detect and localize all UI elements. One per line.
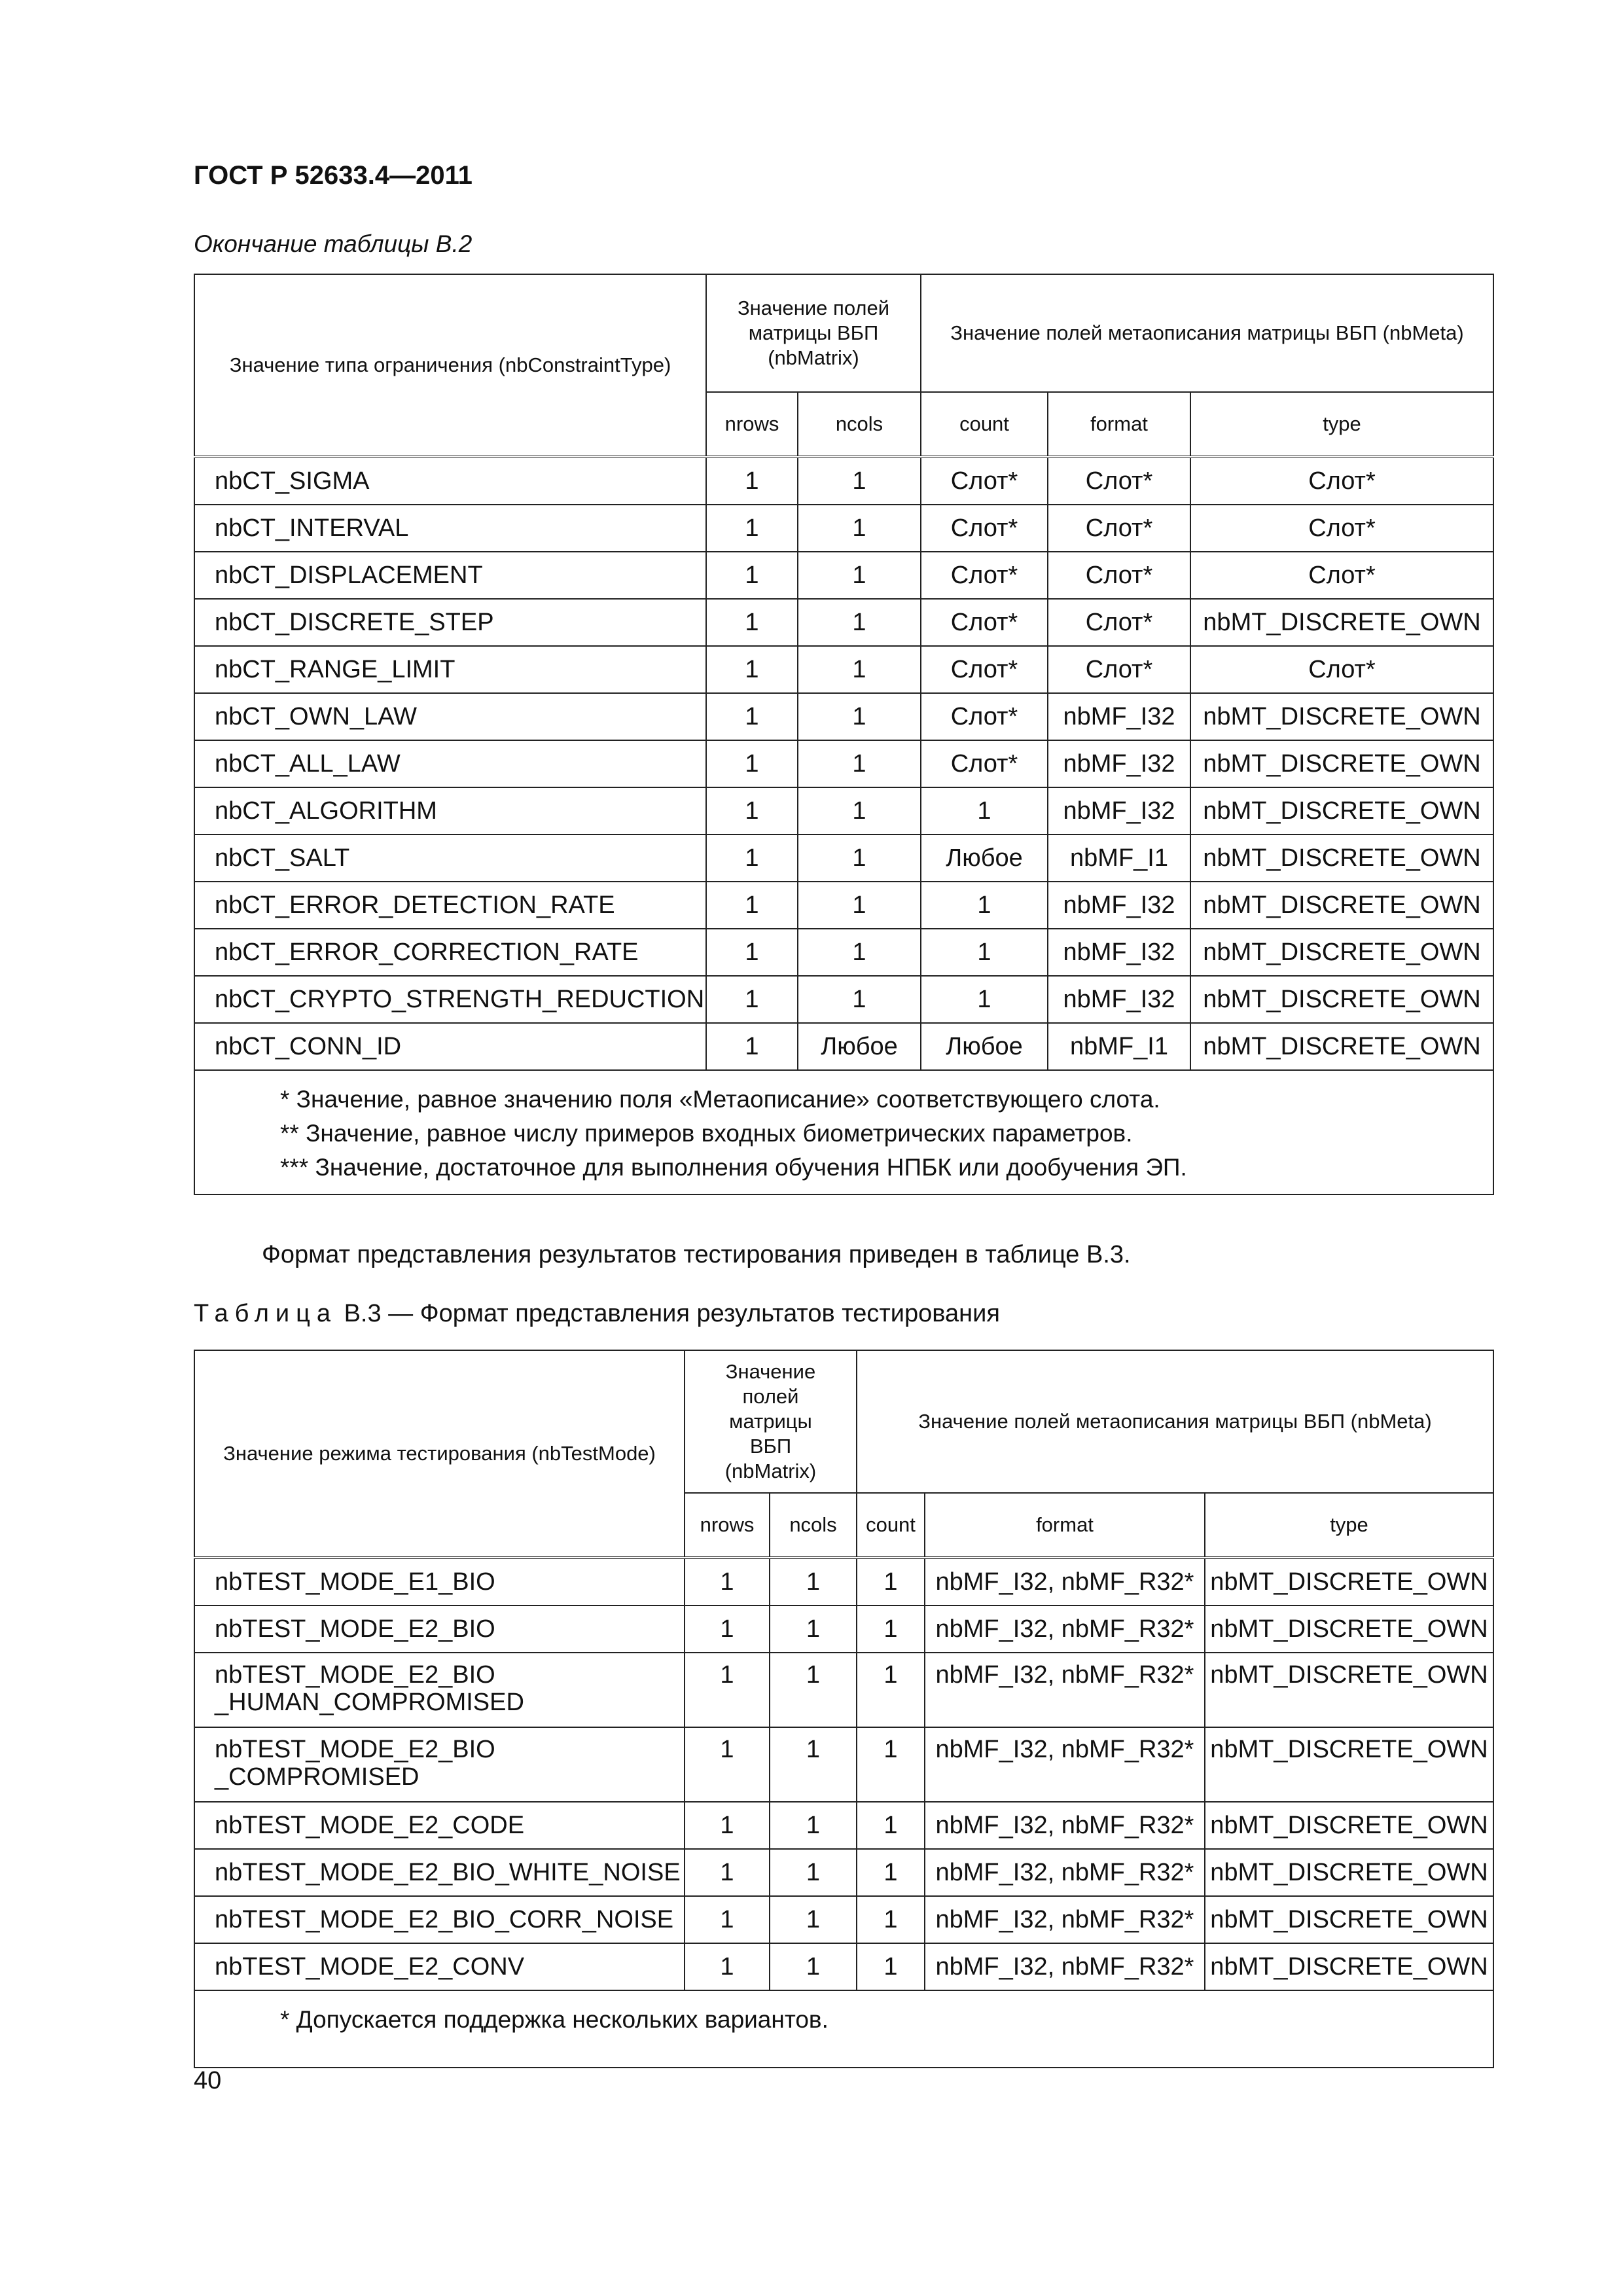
row-label-cell: nbCT_RANGE_LIMIT xyxy=(194,646,706,693)
table-row xyxy=(194,834,1493,882)
row-label-cell: nbTEST_MODE_E2_BIO _HUMAN_COMPROMISED xyxy=(194,1653,685,1727)
value-cell: nbMT_DISCRETE_OWN xyxy=(1190,740,1493,787)
note-line: ** Значение, равное числу примеров входных биометрических параметров. xyxy=(280,1120,1133,1147)
value-cell: 1 xyxy=(685,1802,770,1849)
header-nrows: nrows xyxy=(706,392,798,457)
value-cell: 1 xyxy=(798,740,921,787)
caption-rest: В.3 — Формат представления результатов тестирования xyxy=(344,1300,1000,1327)
value-cell: nbMT_DISCRETE_OWN xyxy=(1190,976,1493,1023)
value-cell: Слот* xyxy=(1190,552,1493,599)
value-cell: 1 xyxy=(706,552,798,599)
value-cell: nbMT_DISCRETE_OWN xyxy=(1205,1653,1493,1727)
table-row xyxy=(194,1653,1493,1727)
value-cell: 1 xyxy=(706,693,798,740)
header-type: type xyxy=(1205,1493,1493,1558)
header-format: format xyxy=(1048,392,1190,457)
value-cell: Слот* xyxy=(921,552,1048,599)
value-cell: 1 xyxy=(857,1605,925,1653)
table-row xyxy=(194,457,1493,505)
table-row xyxy=(194,1023,1493,1070)
table-row xyxy=(194,1558,1493,1605)
table-b3-notes xyxy=(194,1990,1493,2068)
value-cell: 1 xyxy=(770,1653,857,1727)
value-cell: 1 xyxy=(706,787,798,834)
table-row xyxy=(194,740,1493,787)
value-cell: 1 xyxy=(706,505,798,552)
value-cell: 1 xyxy=(921,929,1048,976)
value-cell: 1 xyxy=(706,740,798,787)
header-count: count xyxy=(921,392,1048,457)
note-line: * Допускается поддержка нескольких вариантов. xyxy=(280,2006,829,2033)
row-label-cell: nbCT_DISCRETE_STEP xyxy=(194,599,706,646)
value-cell: nbMF_I32, nbMF_R32* xyxy=(925,1802,1205,1849)
table-row xyxy=(194,1896,1493,1943)
table-b3-body xyxy=(194,1558,1493,1990)
value-cell: 1 xyxy=(685,1943,770,1990)
value-cell: nbMF_I32, nbMF_R32* xyxy=(925,1727,1205,1802)
value-cell: Слот* xyxy=(921,505,1048,552)
value-cell: Слот* xyxy=(1048,457,1190,505)
value-cell: 1 xyxy=(798,646,921,693)
value-cell: 1 xyxy=(798,929,921,976)
value-cell: nbMF_I32, nbMF_R32* xyxy=(925,1653,1205,1727)
value-cell: nbMF_I32 xyxy=(1048,976,1190,1023)
value-cell: Слот* xyxy=(921,457,1048,505)
value-cell: nbMT_DISCRETE_OWN xyxy=(1190,929,1493,976)
table-row xyxy=(194,882,1493,929)
value-cell: nbMT_DISCRETE_OWN xyxy=(1190,1023,1493,1070)
value-cell: 1 xyxy=(770,1896,857,1943)
table-row xyxy=(194,693,1493,740)
value-cell: 1 xyxy=(685,1727,770,1802)
table-b3-caption xyxy=(194,1300,1000,1328)
table-row xyxy=(194,929,1493,976)
row-label-cell: nbCT_ALGORITHM xyxy=(194,787,706,834)
value-cell: nbMT_DISCRETE_OWN xyxy=(1205,1727,1493,1802)
row-label-cell: nbTEST_MODE_E2_BIO_WHITE_NOISE xyxy=(194,1849,685,1896)
value-cell: nbMF_I32, nbMF_R32* xyxy=(925,1849,1205,1896)
value-cell: Слот* xyxy=(1190,646,1493,693)
value-cell: Слот* xyxy=(921,599,1048,646)
value-cell: Слот* xyxy=(921,740,1048,787)
table-row xyxy=(194,552,1493,599)
table-b3 xyxy=(194,1350,1494,2068)
table-row xyxy=(194,1849,1493,1896)
value-cell: 1 xyxy=(706,646,798,693)
row-label-cell: nbTEST_MODE_E1_BIO xyxy=(194,1558,685,1605)
value-cell: nbMF_I1 xyxy=(1048,834,1190,882)
value-cell: 1 xyxy=(770,1802,857,1849)
header-nrows: nrows xyxy=(685,1493,770,1558)
value-cell: 1 xyxy=(706,599,798,646)
table-continuation-label: Окончание таблицы В.2 xyxy=(194,230,473,257)
value-cell: nbMF_I32, nbMF_R32* xyxy=(925,1943,1205,1990)
value-cell: 1 xyxy=(921,787,1048,834)
value-cell: nbMT_DISCRETE_OWN xyxy=(1205,1605,1493,1653)
header-type: type xyxy=(1190,392,1493,457)
value-cell: 1 xyxy=(857,1943,925,1990)
row-label-cell: nbCT_OWN_LAW xyxy=(194,693,706,740)
header-format: format xyxy=(925,1493,1205,1558)
value-cell: nbMT_DISCRETE_OWN xyxy=(1190,599,1493,646)
value-cell: 1 xyxy=(921,882,1048,929)
value-cell: 1 xyxy=(706,929,798,976)
value-cell: 1 xyxy=(706,882,798,929)
value-cell: 1 xyxy=(857,1653,925,1727)
value-cell: nbMF_I32 xyxy=(1048,787,1190,834)
value-cell: 1 xyxy=(770,1558,857,1605)
value-cell: 1 xyxy=(857,1849,925,1896)
table-row xyxy=(194,976,1493,1023)
note-line: * Значение, равное значению поля «Метаописание» соответствующего слота. xyxy=(280,1086,1160,1113)
value-cell: nbMT_DISCRETE_OWN xyxy=(1190,834,1493,882)
page-number: 40 xyxy=(194,2067,222,2094)
value-cell: 1 xyxy=(685,1896,770,1943)
value-cell: 1 xyxy=(798,834,921,882)
row-label-cell: nbCT_SIGMA xyxy=(194,457,706,505)
value-cell: nbMT_DISCRETE_OWN xyxy=(1190,787,1493,834)
value-cell: nbMF_I32, nbMF_R32* xyxy=(925,1558,1205,1605)
row-label-cell: nbTEST_MODE_E2_BIO_CORR_NOISE xyxy=(194,1896,685,1943)
note-line: *** Значение, достаточное для выполнения обучения НПБК или дообучения ЭП. xyxy=(280,1154,1187,1181)
value-cell: Слот* xyxy=(1048,552,1190,599)
value-cell: nbMF_I32 xyxy=(1048,929,1190,976)
value-cell: 1 xyxy=(706,457,798,505)
value-cell: Слот* xyxy=(1190,505,1493,552)
table-row xyxy=(194,1802,1493,1849)
value-cell: Любое xyxy=(921,834,1048,882)
table-row xyxy=(194,505,1493,552)
header-meta-group: Значение полей метаописания матрицы ВБП (nbMeta) xyxy=(921,274,1493,392)
value-cell: nbMT_DISCRETE_OWN xyxy=(1205,1849,1493,1896)
intro-paragraph: Формат представления результатов тестирования приведен в таблице В.3. xyxy=(262,1241,1131,1268)
value-cell: Слот* xyxy=(1048,599,1190,646)
value-cell: nbMT_DISCRETE_OWN xyxy=(1205,1558,1493,1605)
value-cell: Любое xyxy=(798,1023,921,1070)
header-constraint-type: Значение типа ограничения (nbConstraintType) xyxy=(194,274,706,457)
table-row xyxy=(194,1727,1493,1802)
caption-word: Таблица xyxy=(194,1300,337,1327)
value-cell: 1 xyxy=(857,1896,925,1943)
value-cell: 1 xyxy=(798,505,921,552)
value-cell: 1 xyxy=(798,976,921,1023)
header-matrix-group: Значение полей матрицы ВБП (nbMatrix) xyxy=(685,1350,857,1493)
value-cell: nbMT_DISCRETE_OWN xyxy=(1205,1943,1493,1990)
value-cell: 1 xyxy=(798,787,921,834)
table-b2 xyxy=(194,274,1494,1195)
row-label-cell: nbTEST_MODE_E2_CONV xyxy=(194,1943,685,1990)
value-cell: 1 xyxy=(706,1023,798,1070)
value-cell: nbMT_DISCRETE_OWN xyxy=(1190,882,1493,929)
value-cell: Любое xyxy=(921,1023,1048,1070)
table-b2-body xyxy=(194,457,1493,1070)
value-cell: nbMF_I32, nbMF_R32* xyxy=(925,1605,1205,1653)
row-label-cell: nbCT_CONN_ID xyxy=(194,1023,706,1070)
value-cell: 1 xyxy=(685,1653,770,1727)
value-cell: nbMF_I32 xyxy=(1048,882,1190,929)
value-cell: 1 xyxy=(857,1802,925,1849)
value-cell: Слот* xyxy=(921,693,1048,740)
row-label-cell: nbCT_INTERVAL xyxy=(194,505,706,552)
value-cell: 1 xyxy=(685,1605,770,1653)
value-cell: nbMF_I1 xyxy=(1048,1023,1190,1070)
value-cell: 1 xyxy=(857,1727,925,1802)
row-label-cell: nbCT_ERROR_CORRECTION_RATE xyxy=(194,929,706,976)
value-cell: 1 xyxy=(770,1605,857,1653)
table-row xyxy=(194,646,1493,693)
header-meta-group: Значение полей метаописания матрицы ВБП (nbMeta) xyxy=(857,1350,1493,1493)
header-matrix-group: Значение полей матрицы ВБП (nbMatrix) xyxy=(706,274,921,392)
value-cell: nbMT_DISCRETE_OWN xyxy=(1205,1802,1493,1849)
table-row xyxy=(194,1605,1493,1653)
header-ncols: ncols xyxy=(770,1493,857,1558)
value-cell: Слот* xyxy=(1048,646,1190,693)
value-cell: 1 xyxy=(770,1849,857,1896)
value-cell: 1 xyxy=(706,834,798,882)
header-ncols: ncols xyxy=(798,392,921,457)
value-cell: 1 xyxy=(798,457,921,505)
value-cell: 1 xyxy=(798,882,921,929)
value-cell: nbMF_I32 xyxy=(1048,740,1190,787)
row-label-cell: nbCT_DISPLACEMENT xyxy=(194,552,706,599)
value-cell: 1 xyxy=(798,552,921,599)
value-cell: 1 xyxy=(706,976,798,1023)
row-label-cell: nbCT_ERROR_DETECTION_RATE xyxy=(194,882,706,929)
value-cell: Слот* xyxy=(1190,457,1493,505)
value-cell: 1 xyxy=(685,1849,770,1896)
row-label-cell: nbTEST_MODE_E2_BIO xyxy=(194,1605,685,1653)
row-label-cell: nbCT_SALT xyxy=(194,834,706,882)
table-b2-notes xyxy=(194,1070,1493,1194)
table-row xyxy=(194,787,1493,834)
value-cell: nbMF_I32 xyxy=(1048,693,1190,740)
header-count: count xyxy=(857,1493,925,1558)
row-label-cell: nbCT_CRYPTO_STRENGTH_REDUCTION xyxy=(194,976,706,1023)
value-cell: 1 xyxy=(857,1558,925,1605)
value-cell: nbMT_DISCRETE_OWN xyxy=(1190,693,1493,740)
table-row xyxy=(194,599,1493,646)
value-cell: 1 xyxy=(921,976,1048,1023)
value-cell: 1 xyxy=(798,599,921,646)
value-cell: 1 xyxy=(685,1558,770,1605)
value-cell: nbMT_DISCRETE_OWN xyxy=(1205,1896,1493,1943)
document-title: ГОСТ Р 52633.4—2011 xyxy=(194,161,473,190)
value-cell: 1 xyxy=(770,1727,857,1802)
table-row xyxy=(194,1943,1493,1990)
header-test-mode: Значение режима тестирования (nbTestMode) xyxy=(194,1350,685,1558)
value-cell: nbMF_I32, nbMF_R32* xyxy=(925,1896,1205,1943)
value-cell: 1 xyxy=(798,693,921,740)
value-cell: Слот* xyxy=(921,646,1048,693)
row-label-cell: nbTEST_MODE_E2_CODE xyxy=(194,1802,685,1849)
value-cell: Слот* xyxy=(1048,505,1190,552)
row-label-cell: nbTEST_MODE_E2_BIO _COMPROMISED xyxy=(194,1727,685,1802)
value-cell: 1 xyxy=(770,1943,857,1990)
row-label-cell: nbCT_ALL_LAW xyxy=(194,740,706,787)
